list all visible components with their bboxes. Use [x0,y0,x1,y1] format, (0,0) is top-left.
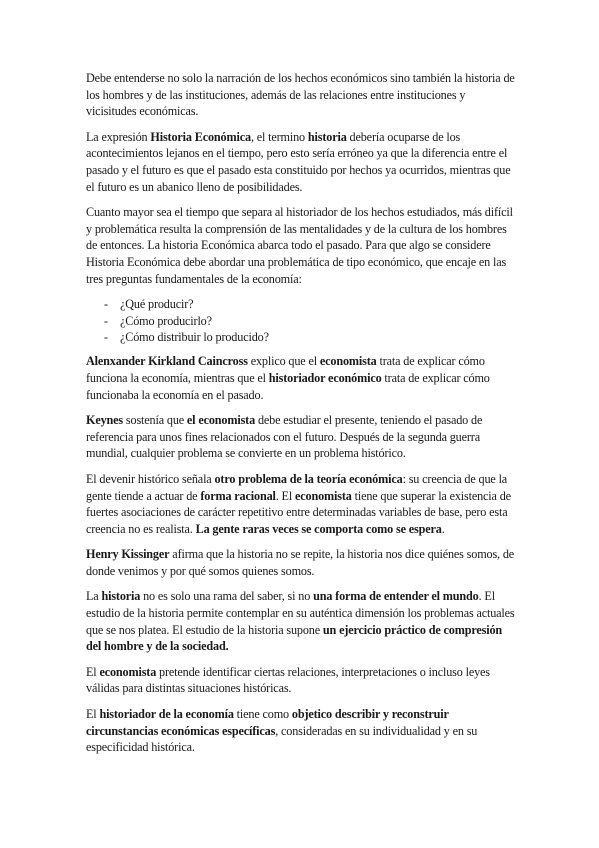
paragraph [86,588,518,654]
bold-term: otro problema de la teoría económica [214,471,403,486]
text-run: . El estudio de la historia permite contemplar en su auténtica dimensión los problemas actuales que se nos platea. El estudio de la historia supone [86,589,515,637]
text-run: La [86,589,102,604]
question-item: - ¿Cómo producirlo? [104,313,518,329]
text-run: , consideradas en su individualidad y en su especificidad histórica. [86,723,478,755]
bold-term: historiador de la economía [99,707,234,722]
paragraph [86,412,518,462]
paragraph [86,204,518,287]
paragraph [86,706,518,756]
bold-term: el economista [186,413,256,428]
economic-questions-list [86,296,518,345]
bold-term: historiador económico [268,370,382,385]
text-run: Cuanto mayor sea el tiempo que separa al historiador de los hechos estudiados, más difícil y problemática resulta la comprensión de las mentalidades y de la cultura de los hombres de entonces. La historia Económica abarca todo el pasado. Para que algo se considere Historia Económica debe abordar una problemática de tipo económico, que encaje en las tres preguntas fundamentales de la economía: [86,205,513,286]
text-run: tiene como [233,707,292,722]
question-item: - ¿Qué producir? [104,296,518,312]
authors-paragraphs [86,353,518,755]
text-run: trata de explicar cómo funciona la economía, mientras que el [86,354,485,385]
paragraph [86,546,518,579]
bold-term: un ejercicio práctico de compresión del hombre y de la sociedad. [86,622,503,654]
paragraph [86,70,518,120]
bold-term: economista [99,664,157,679]
text-run: La expresión [86,129,151,144]
text-run: explico que el [247,354,320,369]
text-run: pretende identificar ciertas relaciones, interpretaciones o incluso leyes válidas para distintas situaciones históricas. [86,664,490,696]
bold-term: economista [319,354,377,369]
bold-term: Alenxander Kirkland Caincross [86,354,248,369]
bold-term: economista [294,488,352,503]
intro-paragraphs [86,70,518,287]
text-run: . El [275,488,295,503]
text-run: El [86,664,100,679]
bold-term: Historia Económica [150,129,251,144]
paragraph [86,471,518,537]
bold-term: Henry Kissinger [86,547,170,562]
question-item: - ¿Cómo distribuir lo producido? [104,329,518,345]
bold-term: objetico describir y reconstruir circunstancias económicas específicas [86,707,449,738]
document-body [86,70,518,765]
text-run: trata de explicar cómo funcionaba la economía en el pasado. [86,370,490,402]
bold-term: Keynes [86,413,124,428]
paragraph [86,353,518,403]
text-run: , el termino [250,129,308,144]
bold-term: historia [307,129,347,144]
text-run: tiene que superar la existencia de fuertes asociaciones de carácter repetitivo entre determinadas variables de base, pero esta creencia no es realista. [86,488,511,536]
paragraph [86,129,518,195]
text-run: no es solo una rama del saber, si no [140,589,314,604]
text-run: Debe entenderse no solo la narración de los hechos económicos sino también la historia de los hombres y de las instituciones, además de las relaciones entre instituciones y vicisitudes económicas. [86,71,515,119]
text-run: : su creencia de que la gente tiende a actuar de [86,471,508,503]
paragraph [86,664,518,697]
bold-term: La gente raras veces se comporta como se espera [195,521,442,536]
text-run: El devenir histórico señala [86,471,215,486]
text-run: . [441,521,445,536]
text-run: debería ocuparse de los acontecimientos lejanos en el tiempo, pero esto sería erróneo ya que la diferencia entre el pasado y el futuro es que el pasado esta constituido por hechos ya ocurridos, mientras que el futuro es un abanico lleno de posibilidades. [86,129,511,194]
text-run: sostenía que [123,413,187,428]
text-run: El [86,707,100,722]
bold-term: forma racional [200,488,276,503]
bold-term: historia [101,589,141,604]
text-run: afirma que la historia no se repite, la historia nos dice quiénes somos, de donde venimos y por qué somos quienes somos. [86,547,515,578]
text-run: debe estudiar el presente, teniendo el pasado de referencia para unos fines relacionados con el futuro. Después de la segunda guerra mundial, cualquier problema se convierte en un problema histórico. [86,413,483,461]
bold-term: una forma de entender el mundo [313,589,479,604]
